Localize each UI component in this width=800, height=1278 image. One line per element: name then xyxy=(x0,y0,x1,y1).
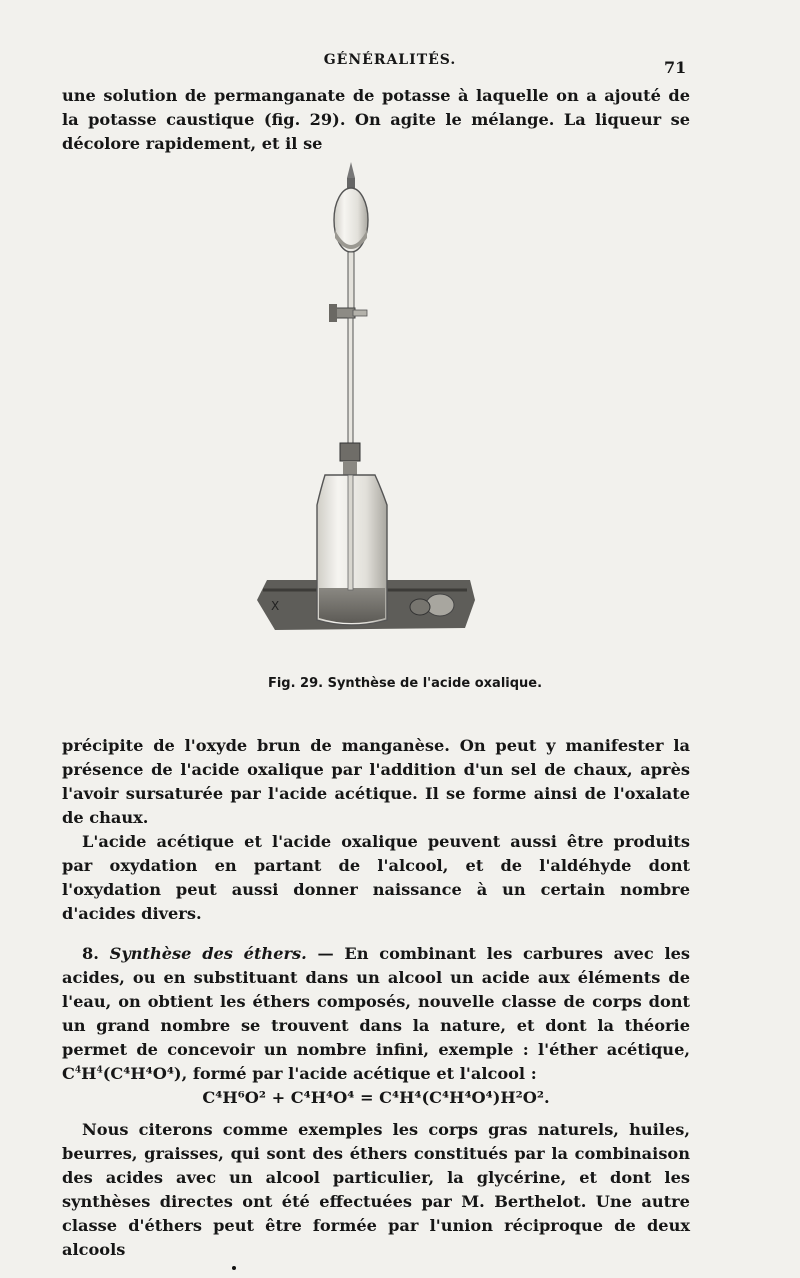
paragraph-precipite: précipite de l'oxyde brun de manganèse. On peut y manifester la présence de l'acide oxalique par l'addition d'un sel de chaux, après l'avoir sursaturée par l'acide acétique. Il se forme ainsi de l'oxalate de chaux. xyxy=(62,736,690,827)
paragraph-corps-gras: Nous citerons comme exemples les corps gras naturels, huiles, beurres, graisses, qui sont des éthers constitués par la combinaison des acides avec un alcool particulier, la glycérine, et dont les synthèses directes ont été effectuées par M. Berthelot. Une autre classe d'éthers peut être formée par l'union réciproque de deux alcools xyxy=(62,1120,690,1259)
chemical-formula: C⁴H⁶O² + C⁴H⁴O⁴ = C⁴H⁴(C⁴H⁴O⁴)H²O². xyxy=(202,1088,550,1107)
top-paragraph-text: une solution de permanganate de potasse à laquelle on a ajouté de la potasse caustique (fig. 29). On agite le mélange. La liqueur se décolore rapidement, et il se xyxy=(62,86,690,153)
formula-intro: (C⁴H⁴O⁴), formé par l'acide acétique et l'alcool : xyxy=(102,1064,537,1083)
paragraph-acide-acetique: L'acide acétique et l'acide oxalique peuvent aussi être produits par oxydation en partant de l'alcool, et de l'aldéhyde dont l'oxydation peut aussi donner naissance à un certain nombre d'acides divers. xyxy=(62,832,690,923)
apparatus-illustration xyxy=(255,160,485,640)
figure-caption: Fig. 29. Synthèse de l'acide oxalique. xyxy=(267,676,543,691)
running-head: GÉNÉRALITÉS. xyxy=(323,52,457,68)
page-number: 71 xyxy=(664,58,687,77)
section-text: — En combinant les carbures avec les acides, ou en substituant dans un alcool un acide aux éléments de l'eau, on obtient les éthers composés, nouvelle classe de corps dont un grand nombre se trouvent dans la nature, et dont la théorie permet de concevoir un nombre infini, exemple : l'éther acétique, xyxy=(62,944,690,1059)
paragraph-synthese-ethers: 8. Synthèse des éthers. — En combinant les carbures avec les acides, ou en substituant dans un alcool un acide aux éléments de l'eau, on obtient les éthers composés, nouvelle classe de corps dont un grand nombre se trouvent dans la nature, et dont la théorie permet de concevoir un nombre infini, exemple : l'éther acétique, $C^4H^4(C^4H^4O^4)$, formé par l'acide acétique et l'alcool : xyxy=(62,944,690,1083)
top-paragraph xyxy=(62,84,690,156)
figure-mark-x: X xyxy=(271,599,280,613)
section-title: Synthèse des éthers. xyxy=(109,944,307,963)
page-dot xyxy=(232,1266,236,1270)
long-tube xyxy=(348,318,353,443)
main-text xyxy=(62,734,690,1262)
section-number: 8. xyxy=(82,944,99,963)
